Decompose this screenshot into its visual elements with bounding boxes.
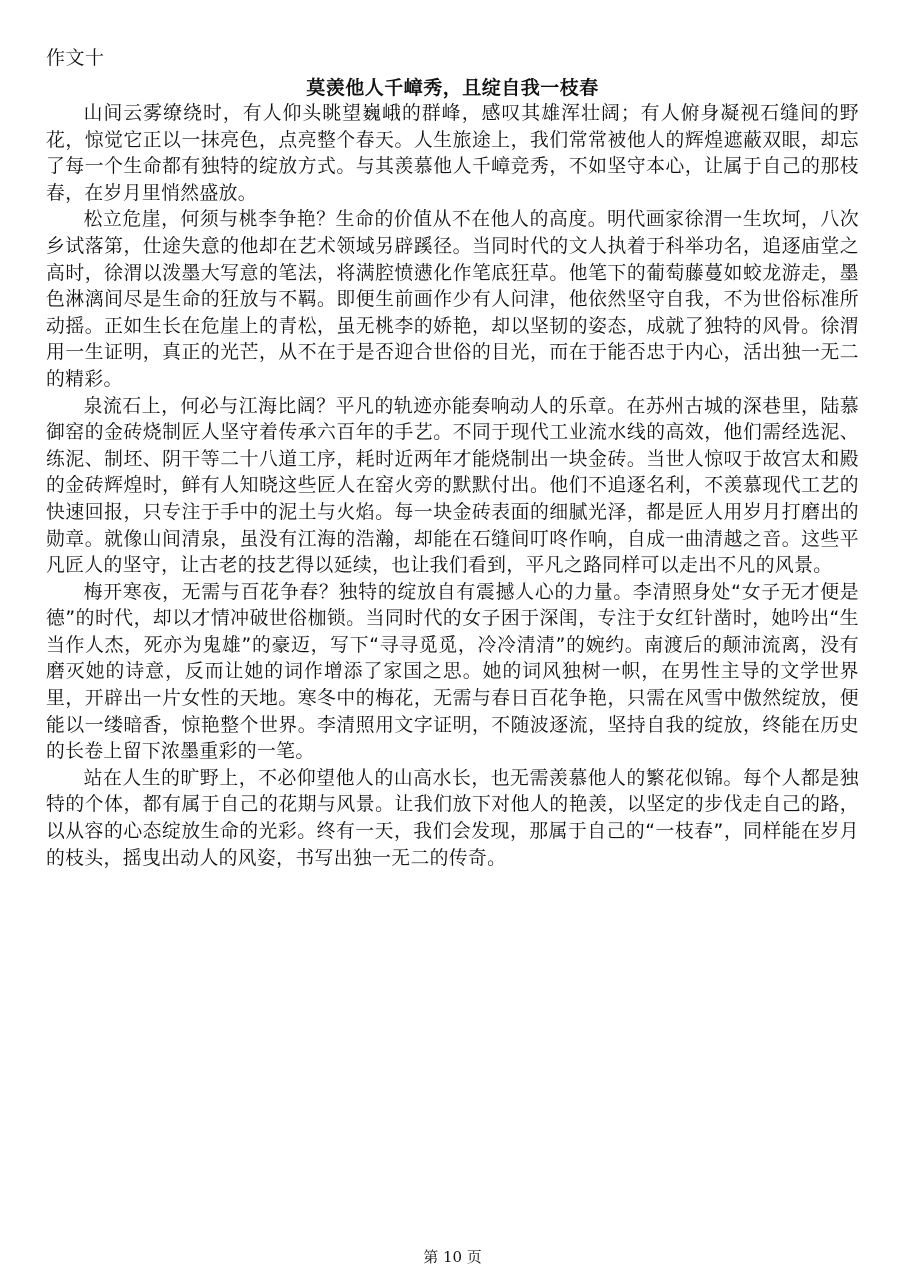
page-number: 第 10 页 — [423, 1248, 482, 1266]
paragraph-2: 松立危崖，何须与桃李争艳？生命的价值从不在他人的高度。明代画家徐渭一生坎坷，八次乡试落第，仕途失意的他却在艺术领域另辟蹊径。当同时代的文人执着于科举功名，追逐庙堂之高时，徐渭以泼墨大写意的笔法，将满腔愤懑化作笔底狂草。他笔下的葡萄藤蔓如蛟龙游走，墨色淋漓间尽是生命的狂放与不羁。即便生前画作少有人问津，他依然坚守自我，不为世俗标准所动摇。正如生长在危崖上的青松，虽无桃李的娇艳，却以坚韧的姿态，成就了独特的风骨。徐渭用一生证明，真正的光芒，从不在于是否迎合世俗的目光，而在于能否忠于内心，活出独一无二的精彩。 — [46, 209, 859, 390]
paragraph-1: 山间云雾缭绕时，有人仰头眺望巍峨的群峰，感叹其雄浑壮阔；有人俯身凝视石缝间的野花，惊觉它正以一抹亮色，点亮整个春天。人生旅途上，我们常常被他人的辉煌遮蔽双眼，却忘了每一个生命都有独特的绽放方式。与其羡慕他人千嶂竞秀，不如坚守本心，让属于自己的那枝春，在岁月里悄然盛放。 — [46, 103, 859, 204]
essay-number-label: 作文十 — [46, 47, 105, 69]
paragraph-5: 站在人生的旷野上，不必仰望他人的山高水长，也无需羡慕他人的繁花似锦。每个人都是独特的个体，都有属于自己的花期与风景。让我们放下对他人的艳羡，以坚定的步伐走自己的路，以从容的心态绽放生命的光彩。终有一天，我们会发现，那属于自己的“一枝春”，同样能在岁月的枝头，摇曳出动人的风姿，书写出独一无二的传奇。 — [46, 767, 859, 869]
essay-body — [46, 101, 859, 872]
paragraph-4: 梅开寒夜，无需与百花争春？独特的绽放自有震撼人心的力量。李清照身处“女子无才便是德”的时代，却以才情冲破世俗枷锁。当同时代的女子困于深闺，专注于女红针凿时，她吟出“生当作人杰，死亦为鬼雄”的豪迈，写下“寻寻觅觅，冷冷清清”的婉约。南渡后的颠沛流离，没有磨灭她的诗意，反而让她的词作增添了家国之思。她的词风独树一帜，在男性主导的文学世界里，开辟出一片女性的天地。寒冬中的梅花，无需与春日百花争艳，只需在风雪中傲然绽放，便能以一缕暗香，惊艳整个世界。李清照用文字证明，不随波逐流，坚持自我的绽放，终能在历史的长卷上留下浓墨重彩的一笔。 — [46, 581, 859, 763]
essay-title: 莫羡他人千嶂秀，且绽自我一枝春 — [306, 77, 599, 99]
paragraph-3: 泉流石上，何必与江海比阔？平凡的轨迹亦能奏响动人的乐章。在苏州古城的深巷里，陆慕御窑的金砖烧制匠人坚守着传承六百年的手艺。不同于现代工业流水线的高效，他们需经选泥、练泥、制坯、阴干等二十八道工序，耗时近两年才能烧制出一块金砖。当世人惊叹于故宫太和殿的金砖辉煌时，鲜有人知晓这些匠人在窑火旁的默默付出。他们不追逐名利，不羡慕现代工艺的快速回报，只专注于手中的泥土与火焰。每一块金砖表面的细腻光泽，都是匠人用岁月打磨出的勋章。就像山间清泉，虽没有江海的浩瀚，却能在石缝间叮咚作响，自成一曲清越之音。这些平凡匠人的坚守，让古老的技艺得以延续，也让我们看到，平凡之路同样可以走出不凡的风景。 — [46, 395, 859, 577]
